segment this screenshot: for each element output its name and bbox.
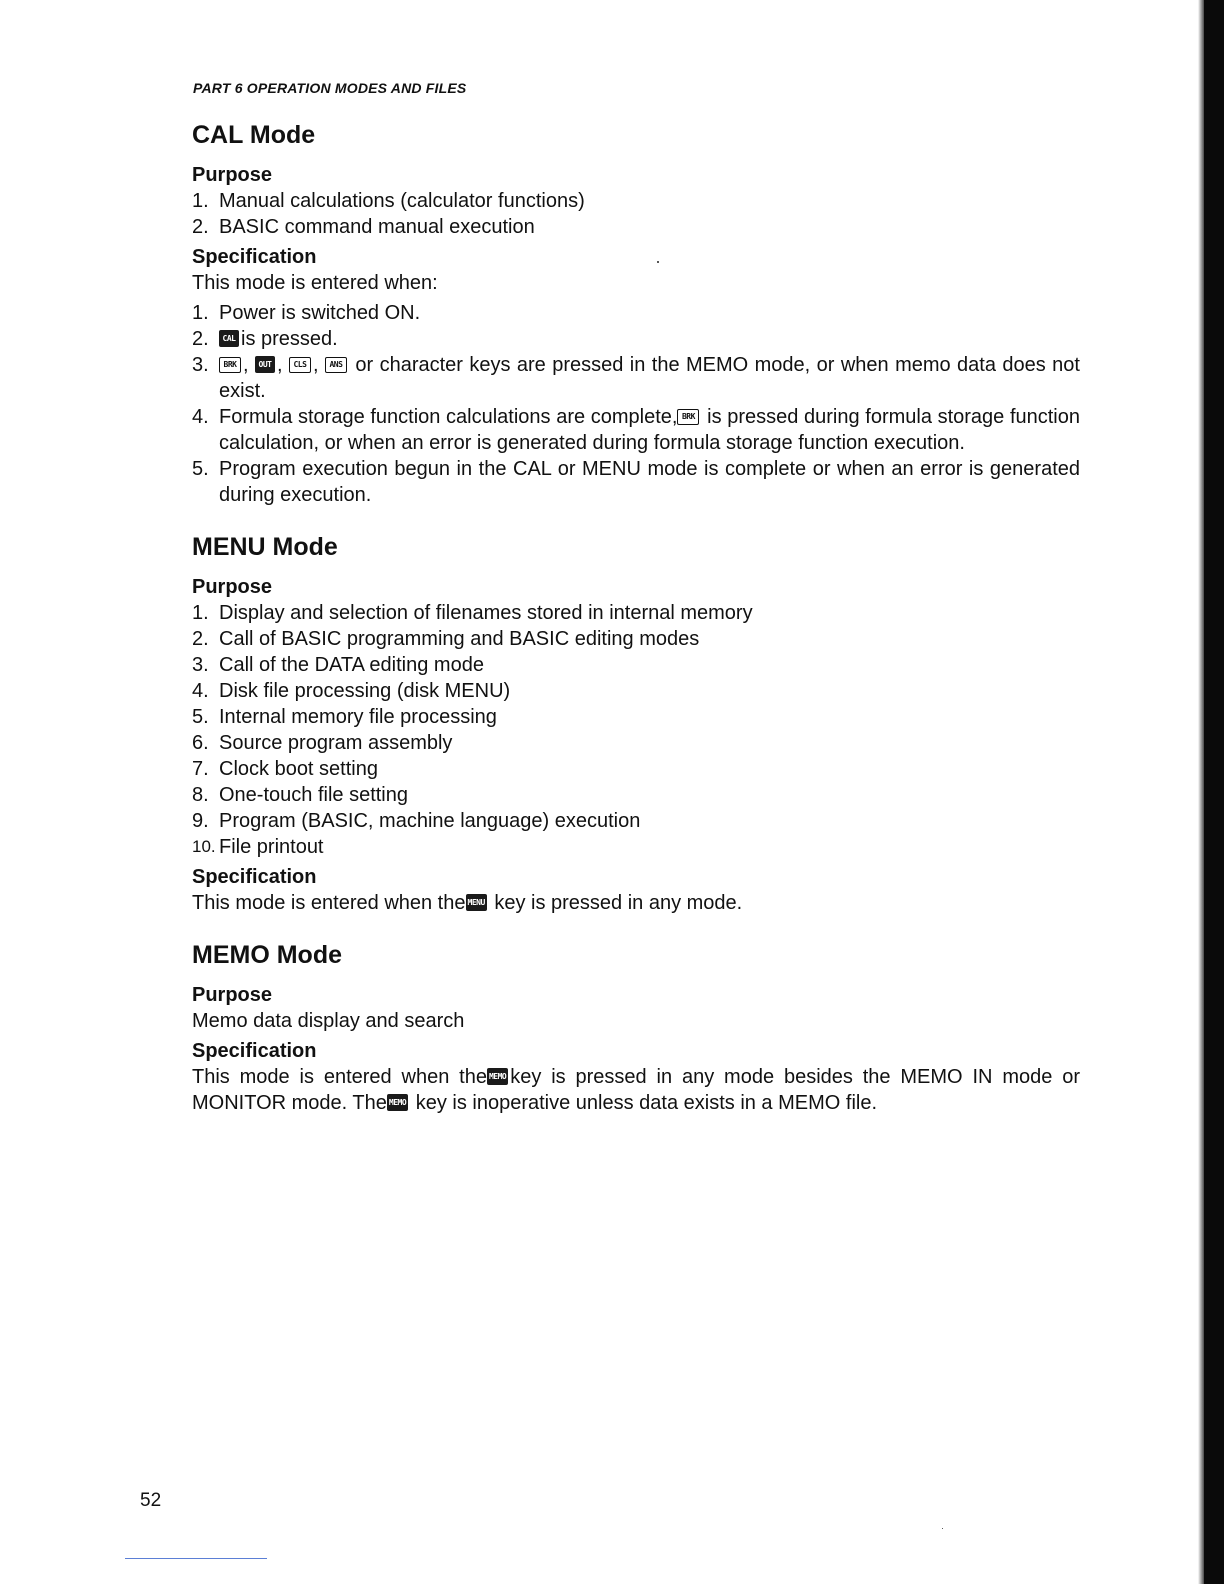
menu-spec-heading: Specification: [192, 866, 317, 888]
list-item: 4. Disk file processing (disk MENU): [192, 680, 511, 702]
list-number: 2.: [192, 216, 209, 238]
list-number: 1.: [192, 190, 209, 212]
menu-mode-title: MENU Mode: [192, 533, 338, 561]
list-text: Manual calculations (calculator functions): [219, 190, 585, 212]
list-item: [192, 300, 1080, 326]
memo-mode-section: [192, 938, 1080, 1116]
brk-key-icon: BRK: [219, 357, 241, 373]
list-item: [192, 352, 1080, 404]
list-text: Power is switched ON.: [219, 302, 421, 324]
list-item: 10. File printout: [192, 836, 324, 858]
memo-mode-title: MEMO Mode: [192, 941, 342, 969]
list-item: [192, 404, 1080, 456]
list-item: 2. Call of BASIC programming and BASIC editing modes: [192, 628, 700, 650]
menu-mode-section: [192, 530, 1080, 916]
list-item: 9. Program (BASIC, machine language) execution: [192, 810, 641, 832]
cal-key-icon: CAL: [219, 330, 239, 347]
list-number: 5.: [192, 458, 209, 480]
memo-key-icon: MEMO: [487, 1068, 508, 1085]
list-item: 5. Internal memory file processing: [192, 706, 497, 728]
scan-speck: [942, 1528, 943, 1529]
menu-key-icon: MENU: [466, 894, 487, 911]
footer-rule: [125, 1558, 267, 1559]
list-text: Formula storage function calculations are complete, BRK is pressed during formula storage function calculation, or when an error is generated during formula storage function execution.: [219, 406, 1081, 454]
list-item: 1. Display and selection of filenames stored in internal memory: [192, 602, 753, 624]
memo-spec-text: This mode is entered when the MEMO key is pressed in any mode besides the MEMO IN mode or MONITOR mode. The MEMO key is inoperative unless data exists in a MEMO file.: [192, 1066, 1080, 1114]
list-number: 4.: [192, 406, 209, 428]
cls-key-icon: CLS: [289, 357, 311, 373]
memo-key-icon: MEMO: [387, 1094, 408, 1111]
list-text: BRK , OUT , CLS , ANS or character keys are pressed in the MEMO mode, or when memo data does not exist.: [219, 354, 1080, 402]
list-number: 3.: [192, 354, 209, 376]
menu-spec-text: This mode is entered when the MENU key is pressed in any mode.: [192, 892, 743, 914]
page-content: [192, 118, 1080, 1138]
list-item: 7. Clock boot setting: [192, 758, 378, 780]
list-text: CAL is pressed.: [219, 326, 1080, 352]
scan-speck: [657, 261, 659, 263]
cal-spec-intro: This mode is entered when:: [192, 272, 438, 294]
cal-mode-section: [192, 118, 1080, 508]
cal-spec-heading: Specification: [192, 246, 317, 268]
cal-purpose-heading: Purpose: [192, 164, 273, 186]
list-item: 8. One-touch file setting: [192, 784, 408, 806]
list-text: Program execution begun in the CAL or MENU mode is complete or when an error is generated during execution.: [219, 458, 1080, 506]
memo-purpose-text: Memo data display and search: [192, 1010, 465, 1032]
memo-purpose-heading: Purpose: [192, 984, 273, 1006]
brk-key-icon: BRK: [677, 409, 699, 425]
list-item: [192, 214, 1080, 240]
menu-purpose-heading: Purpose: [192, 576, 273, 598]
page-edge-shadow: [1204, 0, 1224, 1584]
ans-key-icon: ANS: [325, 357, 347, 373]
list-text: BASIC command manual execution: [219, 216, 535, 238]
list-item: [192, 188, 1080, 214]
list-item: 3. Call of the DATA editing mode: [192, 654, 484, 676]
list-number: 1.: [192, 302, 209, 324]
out-key-icon: OUT: [255, 356, 275, 373]
running-header: PART 6 OPERATION MODES AND FILES: [193, 80, 467, 96]
list-item: 6. Source program assembly: [192, 732, 453, 754]
memo-spec-heading: Specification: [192, 1040, 317, 1062]
list-item: [192, 456, 1080, 508]
page-number: 52: [140, 1490, 162, 1511]
list-number: 2.: [192, 328, 209, 350]
list-item: [192, 326, 1080, 352]
cal-mode-title: CAL Mode: [192, 121, 316, 149]
